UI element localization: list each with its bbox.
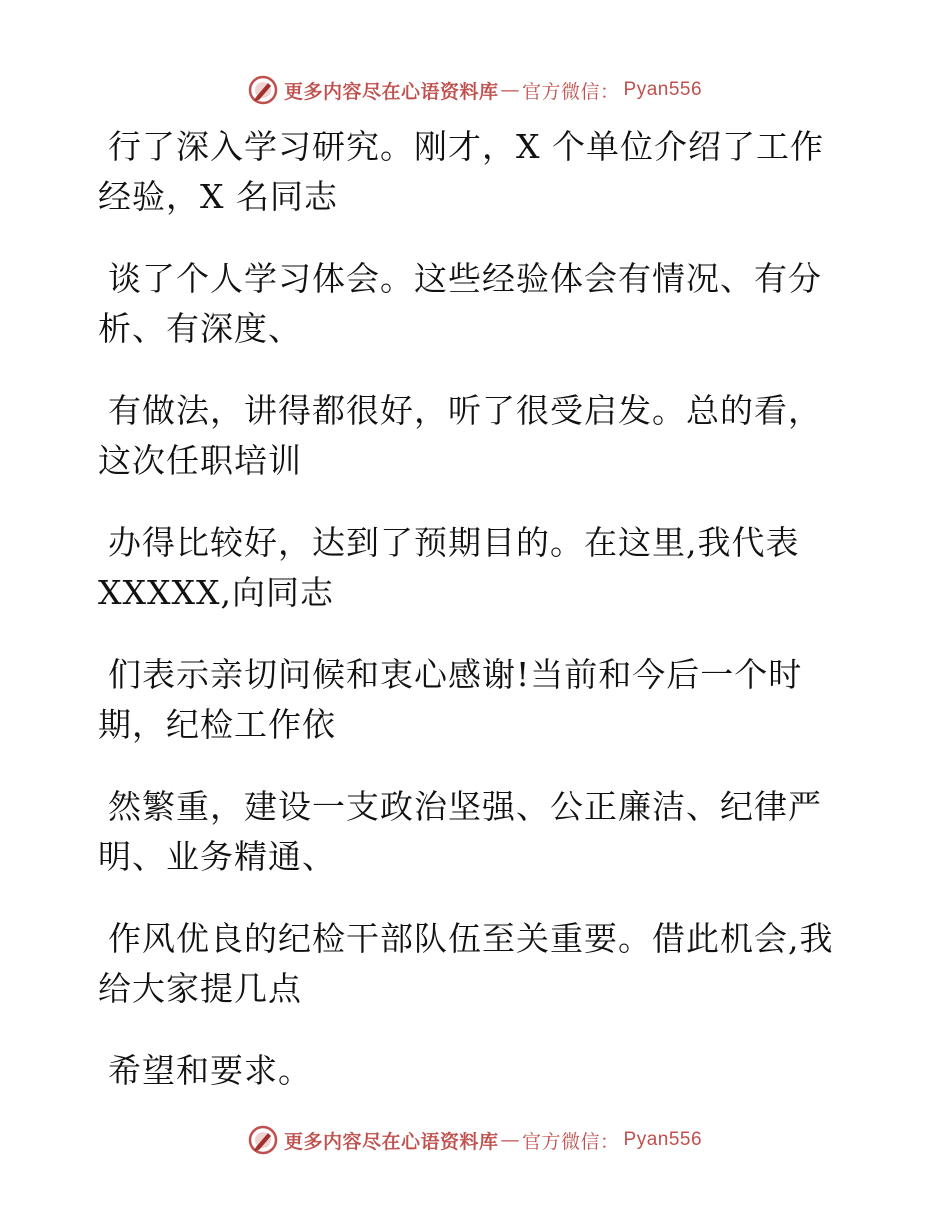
text-line: XXXXX,向同志 bbox=[98, 573, 334, 612]
text-line: 有做法，讲得都很好，听了很受启发。总的看， bbox=[108, 391, 822, 430]
footer-colon: ： bbox=[600, 1130, 620, 1153]
text-line: 办得比较好，达到了预期目的。在这里,我代表 bbox=[108, 523, 800, 562]
footer-account-id: Pyan556 bbox=[623, 1129, 703, 1150]
header-colon: ： bbox=[600, 80, 620, 103]
footer-site-text: 更多内容尽在心语资料库 bbox=[283, 1130, 499, 1153]
text-line: 经验，X 名同志 bbox=[98, 177, 338, 216]
header-banner bbox=[0, 72, 950, 108]
header-separator: — bbox=[500, 79, 520, 101]
header-account-id: Pyan556 bbox=[623, 79, 703, 100]
paragraph bbox=[98, 386, 858, 486]
text-line: 明、业务精通、 bbox=[98, 837, 336, 876]
text-line: 然繁重，建设一支政治坚强、公正廉洁、纪律严 bbox=[108, 787, 822, 826]
footer-separator: — bbox=[500, 1129, 520, 1151]
text-line: 行了深入学习研究。刚才，X 个单位介绍了工作 bbox=[108, 127, 824, 166]
text-line: 这次任职培训 bbox=[98, 441, 302, 480]
text-line: 希望和要求。 bbox=[108, 1051, 312, 1090]
footer-banner bbox=[0, 1122, 950, 1158]
paragraph bbox=[98, 1046, 858, 1096]
header-site-text: 更多内容尽在心语资料库 bbox=[283, 80, 499, 103]
pen-logo-icon bbox=[248, 75, 278, 105]
text-line: 谈了个人学习体会。这些经验体会有情况、有分 bbox=[108, 259, 822, 298]
pen-logo-icon bbox=[248, 1125, 278, 1155]
text-line: 析、有深度、 bbox=[98, 309, 302, 348]
paragraph bbox=[98, 254, 858, 354]
header-official-label: 官方微信 bbox=[521, 80, 600, 103]
paragraph bbox=[98, 650, 858, 750]
paragraph bbox=[98, 518, 858, 618]
paragraph bbox=[98, 122, 858, 222]
document-body bbox=[98, 122, 858, 1096]
text-line: 期，纪检工作依 bbox=[98, 705, 336, 744]
footer-official-label: 官方微信 bbox=[521, 1130, 600, 1153]
text-line: 给大家提几点 bbox=[98, 969, 302, 1008]
text-line: 作风优良的纪检干部队伍至关重要。借此机会,我 bbox=[108, 919, 834, 958]
text-line: 们表示亲切问候和衷心感谢!当前和今后一个时 bbox=[108, 655, 803, 694]
paragraph bbox=[98, 782, 858, 882]
paragraph bbox=[98, 914, 858, 1014]
